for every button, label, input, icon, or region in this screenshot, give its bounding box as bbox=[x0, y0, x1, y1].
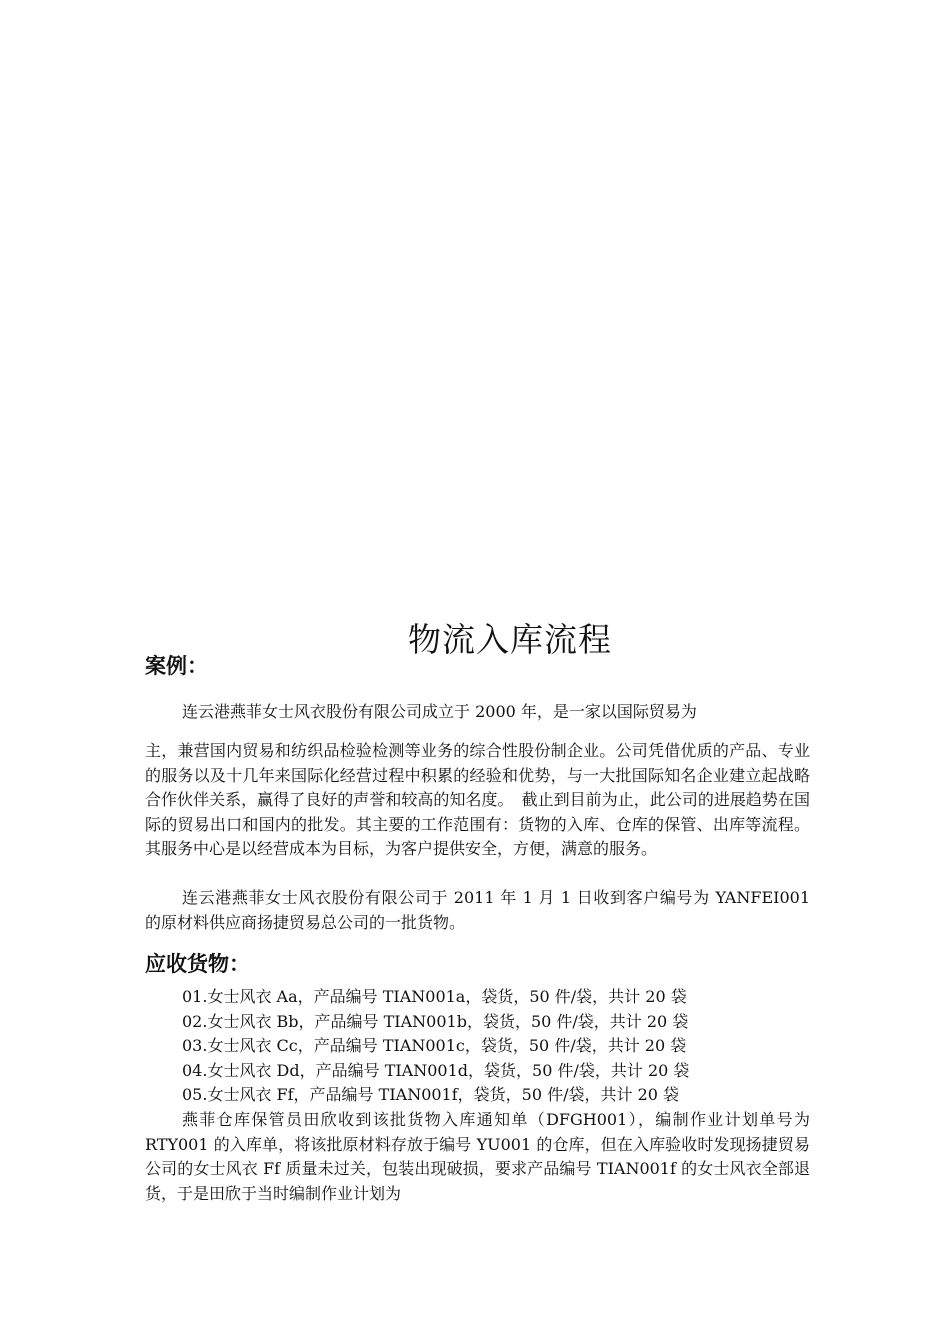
list-item: 02.女士风衣 Bb，产品编号 TIAN001b，袋货，50 件/袋，共计 20 袋 bbox=[182, 1011, 689, 1031]
document-title: 物流入库流程 bbox=[408, 620, 612, 660]
goods-heading: 应收货物： bbox=[145, 952, 250, 976]
list-item: 04.女士风衣 Dd，产品编号 TIAN001d，袋货，50 件/袋，共计 20 袋 bbox=[182, 1060, 690, 1080]
case-heading: 案例： bbox=[145, 654, 208, 678]
receipt-paragraph: 连云港燕菲女士风衣股份有限公司于 2011 年 1 月 1 日收到客户编号为 YANFEI001 的原材料供应商扬捷贸易总公司的一批货物。 bbox=[145, 888, 810, 932]
list-item: 05.女士风衣 Ff，产品编号 TIAN001f，袋货，50 件/袋，共计 20 袋 bbox=[182, 1085, 680, 1104]
goods-list bbox=[182, 985, 689, 1108]
closing-paragraph: 燕菲仓库保管员田欣收到该批货物入库通知单（DFGH001），编制作业计划单号为 RTY001 的入库单，将该批原材料存放于编号 YU001 的仓库，但在入库验收时发现扬捷贸易公司的女士风衣 Ff 质量未过关，包装出现破损，要求产品编号 TIAN001f 的女士风衣全部退货，于是田欣于当时编制作业计划为 bbox=[145, 1110, 810, 1203]
list-item: 01.女士风衣 Aa，产品编号 TIAN001a，袋货，50 件/袋，共计 20 袋 bbox=[182, 987, 687, 1006]
list-item: 03.女士风衣 Cc，产品编号 TIAN001c，袋货，50 件/袋，共计 20 袋 bbox=[182, 1036, 687, 1055]
intro-paragraph: 主，兼营国内贸易和纺织品检验检测等业务的综合性股份制企业。公司凭借优质的产品、专业的服务以及十几年来国际化经营过程中积累的经验和优势，与一大批国际知名企业建立起战略合作伙伴关系，赢得了良好的声誉和较高的知名度。 截止到目前为止，此公司的进展趋势在国际的贸易出口和国内的批发。其主要的工作范围有：货物的入库、仓库的保管、出库等流程。其服务中心是以经营成本为目标，为客户提供安全，方便，满意的服务。 bbox=[145, 741, 810, 858]
intro-first-line: 连云港燕菲女士风衣股份有限公司成立于 2000 年，是一家以国际贸易为 bbox=[182, 702, 697, 721]
